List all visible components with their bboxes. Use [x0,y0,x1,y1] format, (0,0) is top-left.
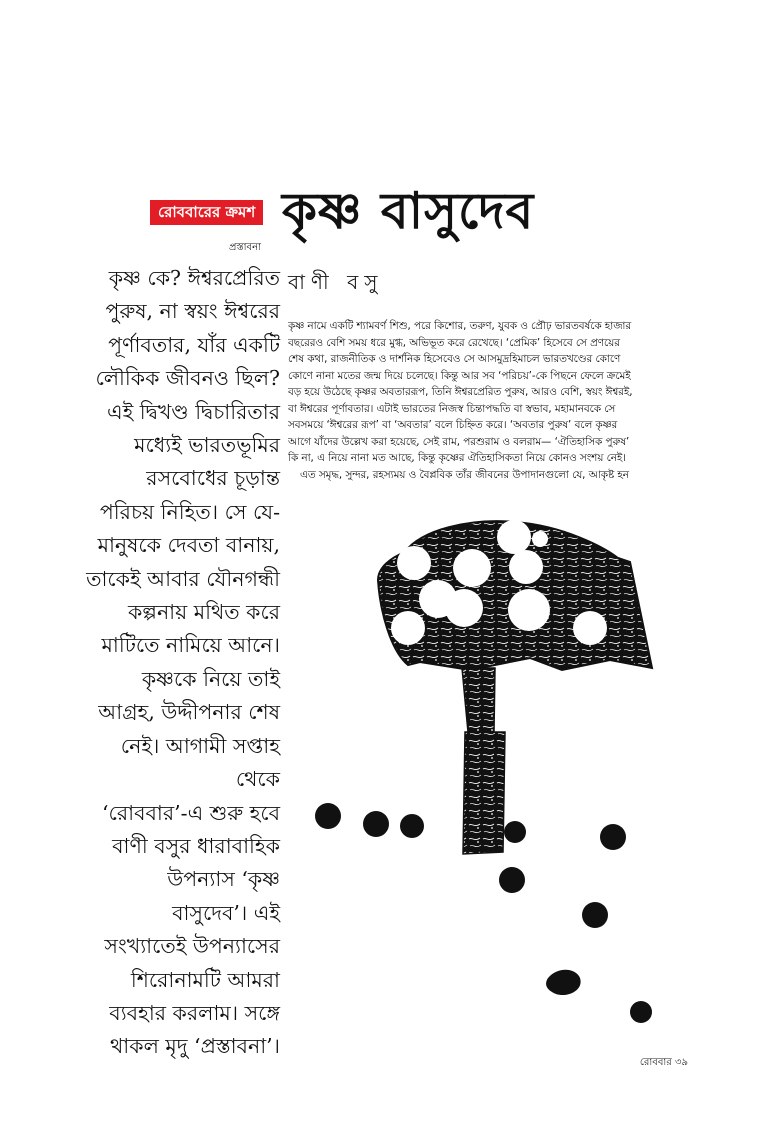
intro-line: উপন্যাস ‘কৃষ্ণ [167,867,280,892]
intro-line: কল্পনায় মথিত করে [127,600,280,625]
intro-line: মাটিতে নামিয়ে আনে। [101,633,280,658]
body-line: সবসময়ে ‘ঈশ্বরের রূপ’ বা ‘অবতার’ বলে চিহ্নিত করে। ‘অবতার পুরুষ’ বলে কৃষ্ণর [288,419,618,431]
intro-line: ব্যবহার করলাম। সঙ্গে [109,1000,280,1025]
intro-line: বাসুদেব’। এই [172,900,280,925]
body-line: শেষ কথা, রাজনীতিক ও দার্শনিক হিসেবেও সে আসমুদ্রহিমাচল ভারতখণ্ডের কোণে [288,353,621,365]
series-badge: রোববারের ক্রমশ [150,200,263,225]
intro-line: এই দ্বিখণ্ড দ্বিচারিতার [107,399,280,424]
intro-line: মধ্যেই ভারতভূমির [134,433,280,458]
intro-line: থেকে [235,767,280,792]
intro-line: লৌকিক জীবনও ছিল? [95,366,280,391]
body-line: এত সমৃদ্ধ, সুন্দর, রহস্যময় ও বৈপ্লবিক তাঁর জীবনের উপাদানগুলো যে, আকৃষ্ট হন [300,468,629,481]
intro-line: বাণী বসুর ধারাবাহিক [112,833,280,858]
intro-line: পুরুষ, না স্বয়ং ঈশ্বরের [105,299,280,324]
page-number: ৩৯ [675,1057,688,1068]
intro-line: কৃষ্ণ কে? ঈশ্বরপ্রেরিত [108,266,280,290]
intro-line: নেই। আগামী সপ্তাহ [120,733,280,758]
article-body [288,318,688,483]
body-line: আগে যাঁদের উল্লেখ করা হয়েছে, সেই রাম, পরশুরাম ও বলরাম— ‘ঐতিহাসিক পুরুষ’ [288,435,630,448]
intro-line: সংখ্যাতেই উপন্যাসের [104,934,280,959]
body-line: কৃষ্ণ নামে একটি শ্যামবর্ণ শিশু, পরে কিশোর, তরুণ, যুবক ও প্রৌঢ় ভারতবর্ষকে হাজার [288,320,632,332]
body-line: কি না, এ নিয়ে নানা মত আছে, কিন্তু কৃষ্ণের ঐতিহাসিকতা নিয়ে কোনও সংশয় নেই। [288,452,626,464]
tree-illustration [300,500,660,1030]
intro-line: কৃষ্ণকে নিয়ে তাই [141,666,280,691]
section-label: প্রস্তাবনা [229,242,261,253]
tree-trunk [462,668,505,854]
intro-line: মানুষকে দেবতা বানায়, [97,533,280,558]
body-line: বড় হয়ে উঠেছে কৃষ্ণর অবতাররূপ, তিনি ঈশ্বরপ্রেরিত পুরুষ, আরও বেশি, স্বয়ং ঈশ্বরই, [288,386,633,398]
intro-line: শিরোনামটি আমরা [130,967,280,992]
footer-magazine: রোববার [639,1057,672,1068]
intro-line: পূর্ণাবতার, যাঁর একটি [108,332,280,357]
intro-column [80,262,280,1064]
author-name: বাণী বসু [288,270,384,294]
intro-line: পরিচয় নিহিত। সে যে- [99,499,280,524]
intro-line: রসবোধের চূড়ান্ত [146,466,280,491]
body-line: বা ঈশ্বরের পূর্ণাবতার। এটাই ভারতের নিজস্ব চিন্তাপদ্ধতি বা স্বভাব, মহামানবকে সে [288,402,616,415]
page-footer [640,1055,688,1072]
intro-line: ‘রোববার’-এ শুরু হবে [102,800,280,825]
intro-line: আগ্রহ, উদ্দীপনার শেষ [98,700,280,725]
intro-line: তাকেই আবার যৌনগন্ধী [86,566,280,591]
page-title: কৃষ্ণ বাসুদেব [282,182,535,240]
body-line: বছরেরও বেশি সময় ধরে মুগ্ধ, অভিভূত করে রেখেছে। ‘প্রেমিক’ হিসেবে সে প্রণয়ের [288,336,620,349]
body-line: কোণে নানা মতের জন্ম দিয়ে চলেছে। কিন্তু আর সব ‘পরিচয়’-কে পিছনে ফেলে ক্রমেই [288,369,631,382]
intro-line: থাকল মৃদু ‘প্রস্তাবনা’। [110,1034,280,1059]
